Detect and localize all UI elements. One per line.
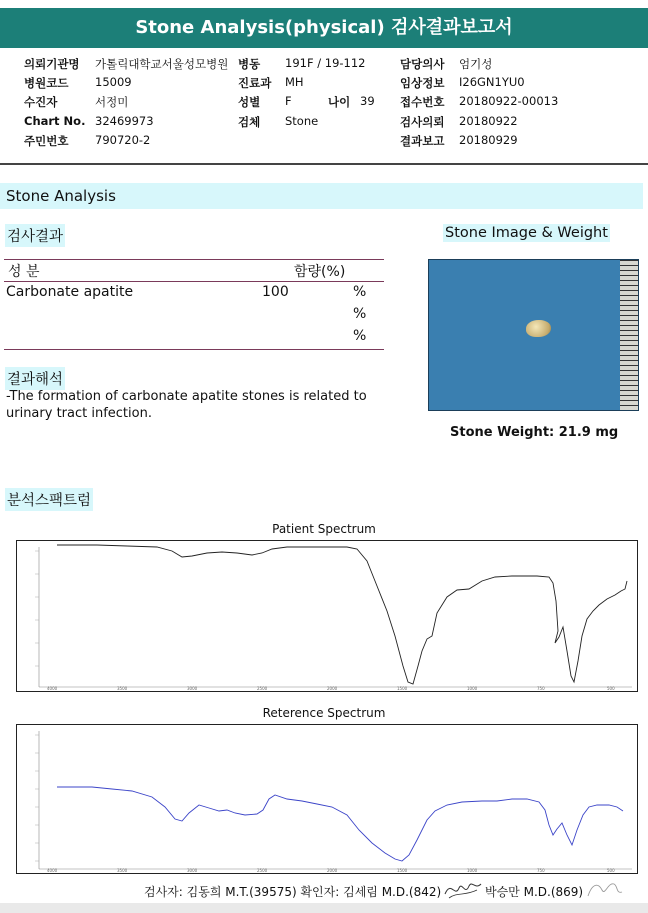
svg-text:4000: 4000 — [47, 686, 58, 691]
result-report-value: 20180929 — [459, 133, 518, 147]
sex-value: F — [285, 94, 292, 108]
clinical-label: 임상정보 — [400, 76, 445, 90]
result-heading: 검사결과 — [5, 224, 65, 247]
result-report-label: 결과보고 — [400, 134, 445, 148]
patient-spectrum-svg — [17, 541, 637, 691]
spectrum-heading: 분석스팩트럼 — [5, 488, 93, 511]
patient-spectrum-title: Patient Spectrum — [272, 522, 376, 536]
patient-spectrum-line — [57, 545, 627, 684]
patient-info — [0, 52, 648, 162]
specimen-value: Stone — [285, 114, 319, 128]
dept-value: MH — [285, 75, 304, 89]
footer-signoff — [144, 883, 441, 900]
info-row-3 — [0, 94, 648, 113]
svg-text:3000: 3000 — [187, 686, 198, 691]
reference-spectrum-plot — [16, 724, 638, 874]
svg-text:500: 500 — [607, 686, 615, 691]
request-label: 검사의뢰 — [400, 115, 445, 129]
resident-label: 주민번호 — [24, 134, 69, 148]
specimen-label: 검체 — [238, 115, 261, 129]
request-value: 20180922 — [459, 114, 518, 128]
hospital-code-label: 병원코드 — [24, 76, 69, 90]
row-1-component: Carbonate apatite — [6, 284, 134, 300]
signature-1-image — [443, 876, 483, 902]
col-component: 성 분 — [8, 264, 40, 280]
hospital-code-value: 15009 — [95, 75, 132, 89]
doctor-label: 담당의사 — [400, 57, 445, 71]
ward-value: 191F / 19-112 — [285, 56, 366, 70]
svg-text:3500: 3500 — [117, 686, 128, 691]
row-2-unit: % — [353, 306, 367, 322]
approver-text: 박승만 M.D.(869) — [485, 885, 584, 899]
svg-text:3000: 3000 — [187, 868, 198, 873]
receipt-label: 접수번호 — [400, 95, 445, 109]
col-content: 함량(%) — [294, 264, 346, 280]
reference-spectrum-svg — [17, 725, 637, 873]
interp-text: -The formation of carbonate apatite stones is related to urinary tract infection. — [6, 389, 367, 421]
age-value: 39 — [360, 94, 375, 108]
svg-text:2000: 2000 — [327, 686, 338, 691]
info-row-2 — [0, 75, 648, 94]
ward-label: 병동 — [238, 57, 261, 71]
table-top-rule — [4, 259, 384, 260]
weight-value: 21.9 — [558, 425, 591, 440]
patient-spectrum-plot — [16, 540, 638, 692]
table-header-rule — [4, 281, 384, 282]
resident-value: 790720-2 — [95, 133, 151, 147]
doctor-value: 엄기성 — [459, 57, 493, 71]
svg-text:1500: 1500 — [397, 686, 408, 691]
chart-label: Chart No. — [24, 114, 86, 128]
row-3-unit: % — [353, 328, 367, 344]
svg-text:1000: 1000 — [467, 686, 478, 691]
svg-text:500: 500 — [607, 868, 615, 873]
svg-text:3500: 3500 — [117, 868, 128, 873]
approver-signoff — [485, 883, 583, 900]
row-1-value: 100 — [262, 284, 289, 300]
dept-label: 진료과 — [238, 76, 272, 90]
svg-text:1000: 1000 — [467, 868, 478, 873]
table-bottom-rule — [4, 349, 384, 350]
svg-text:2000: 2000 — [327, 868, 338, 873]
signature-2-image — [584, 876, 624, 902]
tester-text: 검사자: 김동희 M.T.(39575) 확인자: 김세림 M.D.(842) — [144, 885, 442, 899]
svg-text:2500: 2500 — [257, 686, 268, 691]
stone-photo — [428, 259, 639, 411]
clinical-value: I26GN1YU0 — [459, 75, 525, 89]
info-row-5 — [0, 133, 648, 152]
svg-text:1500: 1500 — [397, 868, 408, 873]
ruler-scale — [620, 260, 638, 410]
receipt-value: 20180922-00013 — [459, 94, 559, 108]
sex-label: 성별 — [238, 95, 261, 109]
reference-spectrum-line — [57, 787, 623, 861]
info-row-1 — [0, 56, 648, 75]
section-title: Stone Analysis — [0, 183, 643, 209]
collector-value: 서정미 — [95, 95, 129, 109]
svg-text:4000: 4000 — [47, 868, 58, 873]
svg-text:750: 750 — [537, 686, 545, 691]
age-label: 나이 — [328, 95, 351, 109]
stone-weight — [450, 425, 618, 440]
weight-unit: mg — [595, 425, 619, 440]
info-row-4 — [0, 114, 648, 133]
report-title: Stone Analysis(physical) 검사결과보고서 — [0, 8, 648, 48]
info-divider — [0, 163, 648, 165]
institution-label: 의뢰기관명 — [24, 57, 80, 71]
reference-spectrum-title: Reterence Spectrum — [262, 706, 386, 720]
chart-value: 32469973 — [95, 114, 154, 128]
svg-text:750: 750 — [537, 868, 545, 873]
image-heading: Stone Image & Weight — [445, 225, 608, 241]
weight-label: Stone Weight: — [450, 425, 555, 440]
collector-label: 수진자 — [24, 95, 58, 109]
svg-text:2500: 2500 — [257, 868, 268, 873]
interp-heading: 결과해석 — [5, 367, 65, 390]
stone-specimen — [526, 320, 551, 337]
footer-band — [0, 903, 648, 913]
institution-value: 가톨릭대학교서울성모병원 — [95, 57, 229, 71]
row-1-unit: % — [353, 284, 367, 300]
